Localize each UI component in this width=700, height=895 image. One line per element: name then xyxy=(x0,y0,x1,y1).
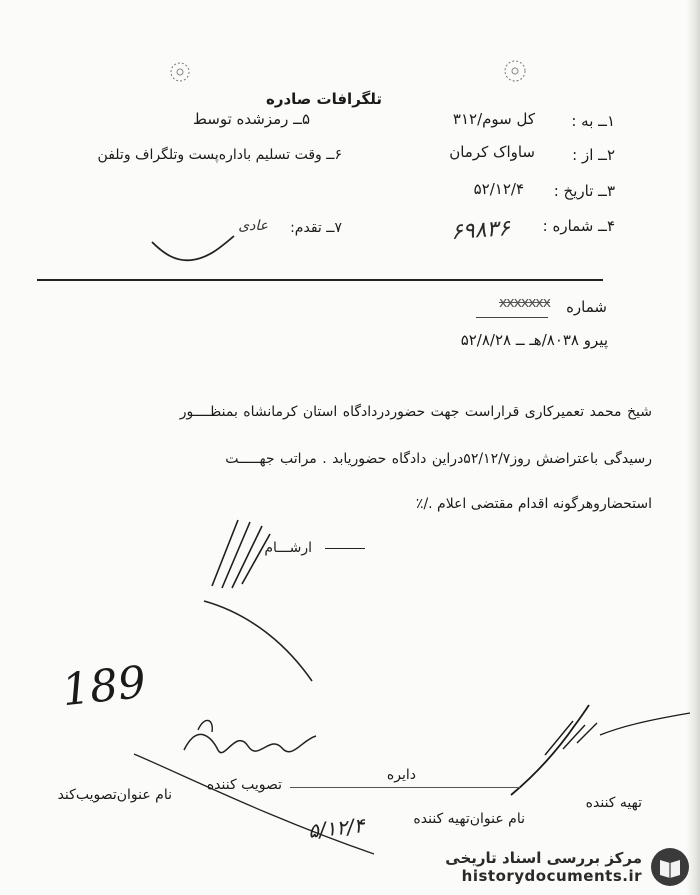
number-label: ۴ــ شماره : xyxy=(542,217,615,235)
watermark-fa: مرکز بررسی اسناد تاریخی xyxy=(445,849,642,867)
date-label: ۳ــ تاریخ : xyxy=(553,182,615,200)
footer-long-stroke xyxy=(130,748,380,858)
approved-by-label: تصویب کننده xyxy=(206,777,282,793)
reference-follow-up: پیرو ۸۰۳۸/هـ ــ ۵۲/۸/۲۸ xyxy=(460,331,608,349)
to-label: ۱ــ به : xyxy=(571,112,615,130)
approved-by-name-title: نام عنوان‌تصویب‌کند xyxy=(57,787,172,803)
priority-value-handwritten: عادی xyxy=(238,218,268,234)
number-value-handwritten: ۶۹۸۳۶ xyxy=(450,215,511,246)
punch-mark-icon xyxy=(502,58,528,84)
delivery-time-label: ۶ــ وقت تسلیم باداره‌پست وتلگراف وتلفن xyxy=(97,147,342,163)
priority-flourish xyxy=(150,232,240,266)
reference-number-underline xyxy=(476,317,548,318)
signoff-rule xyxy=(325,548,365,549)
divider xyxy=(37,279,603,281)
prepared-by-name-title: نام عنوان‌تهیه کننده xyxy=(413,811,525,827)
to-value: کل سوم/۳۱۲ xyxy=(452,110,535,128)
watermark xyxy=(445,847,690,887)
punch-mark-icon xyxy=(168,60,192,84)
margin-number-handwritten: 189 xyxy=(59,656,149,717)
body-line-1: شیخ محمد تعمیرکاری قراراست جهت حضوردردادگاه استان کرمانشاه بمنظــــور xyxy=(179,404,652,420)
from-label: ۲ــ از : xyxy=(572,146,615,164)
date-value: ۵۲/۱۲/۴ xyxy=(473,180,524,198)
approver-signature xyxy=(505,695,695,800)
signoff-scribble xyxy=(200,512,280,592)
footer-date-handwritten: ۵/۱۲/۴ xyxy=(306,813,366,843)
priority-label: ۷ــ تقدم: xyxy=(290,220,342,236)
book-archive-icon xyxy=(650,847,690,887)
signoff-arsham: ارشـــام xyxy=(264,540,312,556)
handwritten-flourish xyxy=(200,595,320,685)
watermark-en: historydocuments.ir xyxy=(461,867,642,885)
coded-by-label: ۵ــ رمزشده توسط xyxy=(193,110,310,128)
reference-number-label: شماره xyxy=(566,298,607,316)
body-line-3: استحضاروهرگونه اقدام مقتضی اعلام ./٪ xyxy=(415,496,652,512)
body-line-2: رسیدگی باعتراضش روز۵۲/۱۲/۷دراین دادگاه حضوریابد . مراتب جهـــــت xyxy=(225,451,652,467)
from-value: ساواک کرمان xyxy=(449,143,535,161)
department-label: دایره xyxy=(386,767,416,783)
prepared-by-label: تهیه کننده xyxy=(585,795,642,811)
reference-number-redacted: xxxxxxx xyxy=(499,295,550,311)
form-title: تلگرافات صادره xyxy=(265,90,382,108)
